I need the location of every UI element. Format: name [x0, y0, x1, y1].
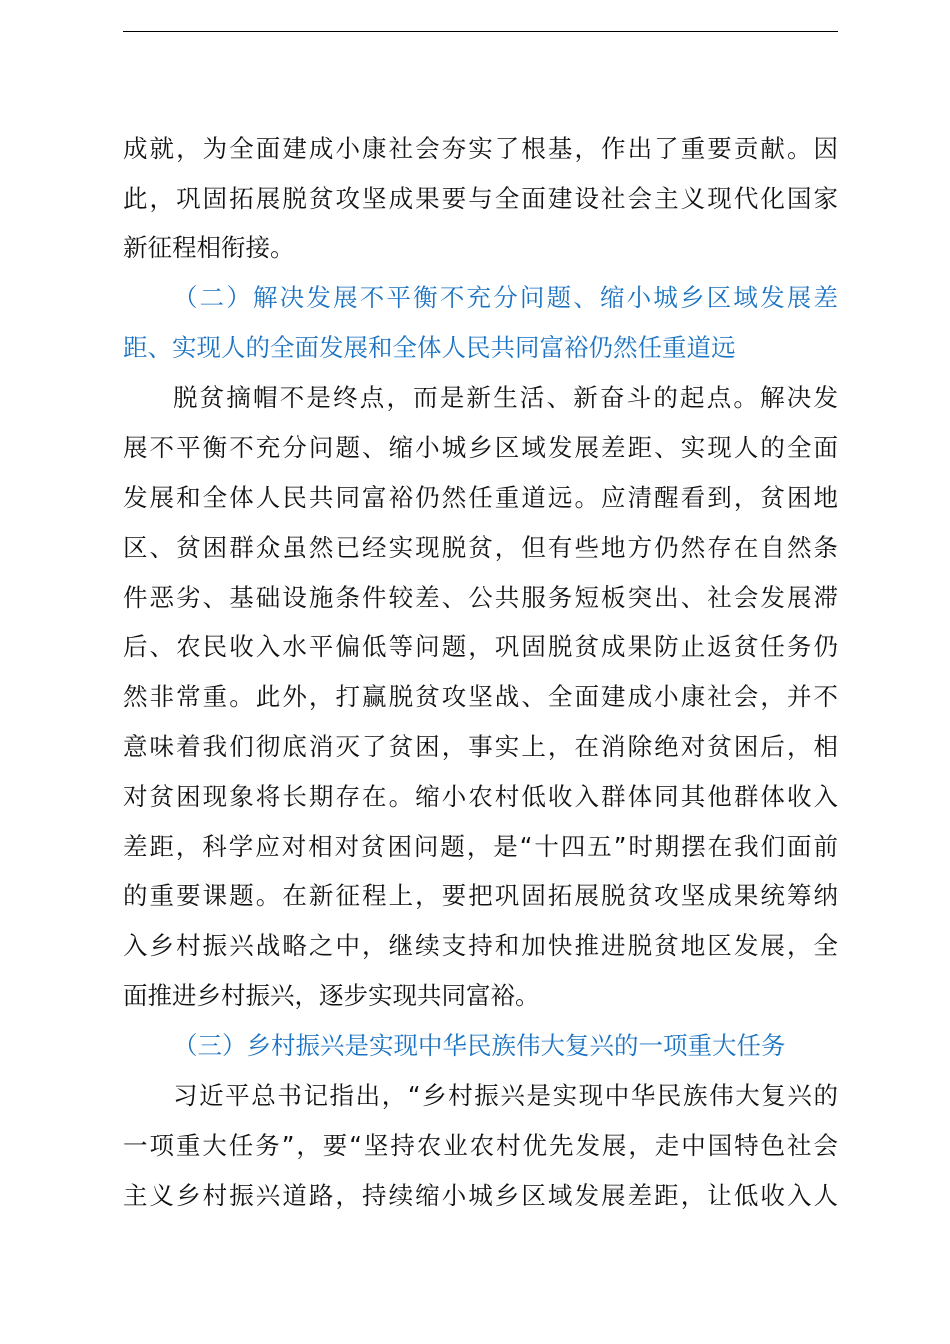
body-line: 的重要课题。在新征程上，要把巩固拓展脱贫攻坚成果统筹纳 [123, 881, 838, 910]
body-line: 对贫困现象将长期存在。缩小农村低收入群体同其他群体收入 [123, 782, 838, 811]
section-heading-3: （三）乡村振兴是实现中华民族伟大复兴的一项重大任务 [173, 1031, 786, 1060]
body-line: 入乡村振兴战略之中，继续支持和加快推进脱贫地区发展，全 [123, 931, 838, 960]
body-line: 然非常重。此外，打赢脱贫攻坚战、全面建成小康社会，并不 [123, 682, 838, 711]
body-line: 一项重大任务”，要“坚持农业农村优先发展，走中国特色社会 [123, 1131, 838, 1160]
body-line: 意味着我们彻底消灭了贫困，事实上，在消除绝对贫困后，相 [123, 732, 838, 761]
body-line: 习近平总书记指出，“乡村振兴是实现中华民族伟大复兴的 [173, 1081, 838, 1110]
body-line: 发展和全体人民共同富裕仍然任重道远。应清醒看到，贫困地 [123, 483, 838, 512]
header-rule [123, 31, 838, 32]
section-heading-2: （二）解决发展不平衡不充分问题、缩小城乡区域发展差 [173, 283, 838, 312]
body-line: 差距，科学应对相对贫困问题，是“十四五”时期摆在我们面前 [123, 832, 838, 861]
body-line: 后、农民收入水平偏低等问题，巩固脱贫成果防止返贫任务仍 [123, 632, 838, 661]
body-line: 展不平衡不充分问题、缩小城乡区域发展差距、实现人的全面 [123, 433, 838, 462]
body-line: 区、贫困群众虽然已经实现脱贫，但有些地方仍然存在自然条 [123, 533, 838, 562]
section-heading-2-cont: 距、实现人的全面发展和全体人民共同富裕仍然任重道远 [123, 333, 736, 362]
body-line: 主义乡村振兴道路，持续缩小城乡区域发展差距，让低收入人 [123, 1181, 838, 1210]
body-line: 件恶劣、基础设施条件较差、公共服务短板突出、社会发展滞 [123, 583, 838, 612]
body-line: 面推进乡村振兴，逐步实现共同富裕。 [123, 981, 540, 1010]
body-line: 脱贫摘帽不是终点，而是新生活、新奋斗的起点。解决发 [173, 383, 838, 412]
body-line: 成就，为全面建成小康社会夯实了根基，作出了重要贡献。因 [123, 134, 838, 163]
body-line: 此，巩固拓展脱贫攻坚成果要与全面建设社会主义现代化国家 [123, 184, 838, 213]
body-line: 新征程相衔接。 [123, 233, 295, 262]
